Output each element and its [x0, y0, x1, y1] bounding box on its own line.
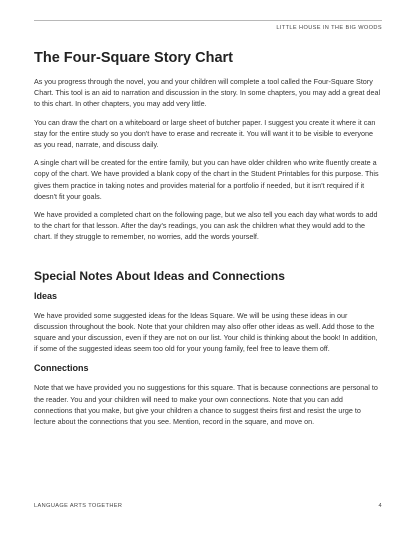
- section-title-special-notes: Special Notes About Ideas and Connections: [34, 268, 285, 283]
- paragraph-ideas: We have provided some suggested ideas for the Ideas Square. We will be using these ideas in our discussion throughout the book. Note that your children may also offer other ideas as well. Add those to the square and your discussion, even if they are not on our list. Your child is thinking about the book! In addition, if some of the suggested ideas seem too old for your young family, feel free to leave them off.: [34, 310, 378, 354]
- page-footer: [34, 503, 382, 509]
- paragraph: A single chart will be created for the entire family, but you can have older children who write fluently create a copy of the chart. We have provided a blank copy of the chart in the Student Printables for this purpose. This gives them practice in taking notes and provides material for a portfolio if needed, but it isn't required if it doesn't fit your goals.: [34, 158, 379, 201]
- page-content: [34, 50, 382, 434]
- paragraph: We have provided a completed chart on the following page, but we also tell you each day what words to add to the chart for that lesson. After the day's readings, you can ask the children what they would add to the chart. If they struggle to remember, no worries, add the words yourself.: [34, 210, 378, 242]
- subheading-connections: Connections: [34, 363, 89, 374]
- paragraph: As you progress through the novel, you and your children will complete a tool called the Four-Square Story Chart. This tool is an aid to narration and discussion in the story. In some chapters, you may add a great deal to this chart. In other chapters, you may add very little.: [34, 77, 381, 109]
- page-number: 4: [378, 503, 382, 509]
- section-title-four-square: The Four-Square Story Chart: [34, 50, 233, 66]
- subheading-ideas: Ideas: [34, 290, 58, 301]
- paragraph-connections: Note that we have provided you no suggestions for this square. That is because connections are personal to the reader. You and your children will need to make your own connections. Note that you can add connections that you make, but give your children a chance to suggest theirs first and resist the urge to lecture about the connections that you see. Mention, record in the square, and move on.: [34, 383, 378, 427]
- footer-book-title: LANGUAGE ARTS TOGETHER: [34, 503, 123, 509]
- running-head: LITTLE HOUSE IN THE BIG WOODS: [276, 25, 382, 31]
- paragraph: You can draw the chart on a whiteboard or large sheet of butcher paper. I suggest you create it where it can stay for the entire study so you don't have to erase and recreate it. You will want it to be visible to everyone as you read, narrate, and discuss daily.: [34, 117, 376, 150]
- header-rule: [34, 20, 382, 21]
